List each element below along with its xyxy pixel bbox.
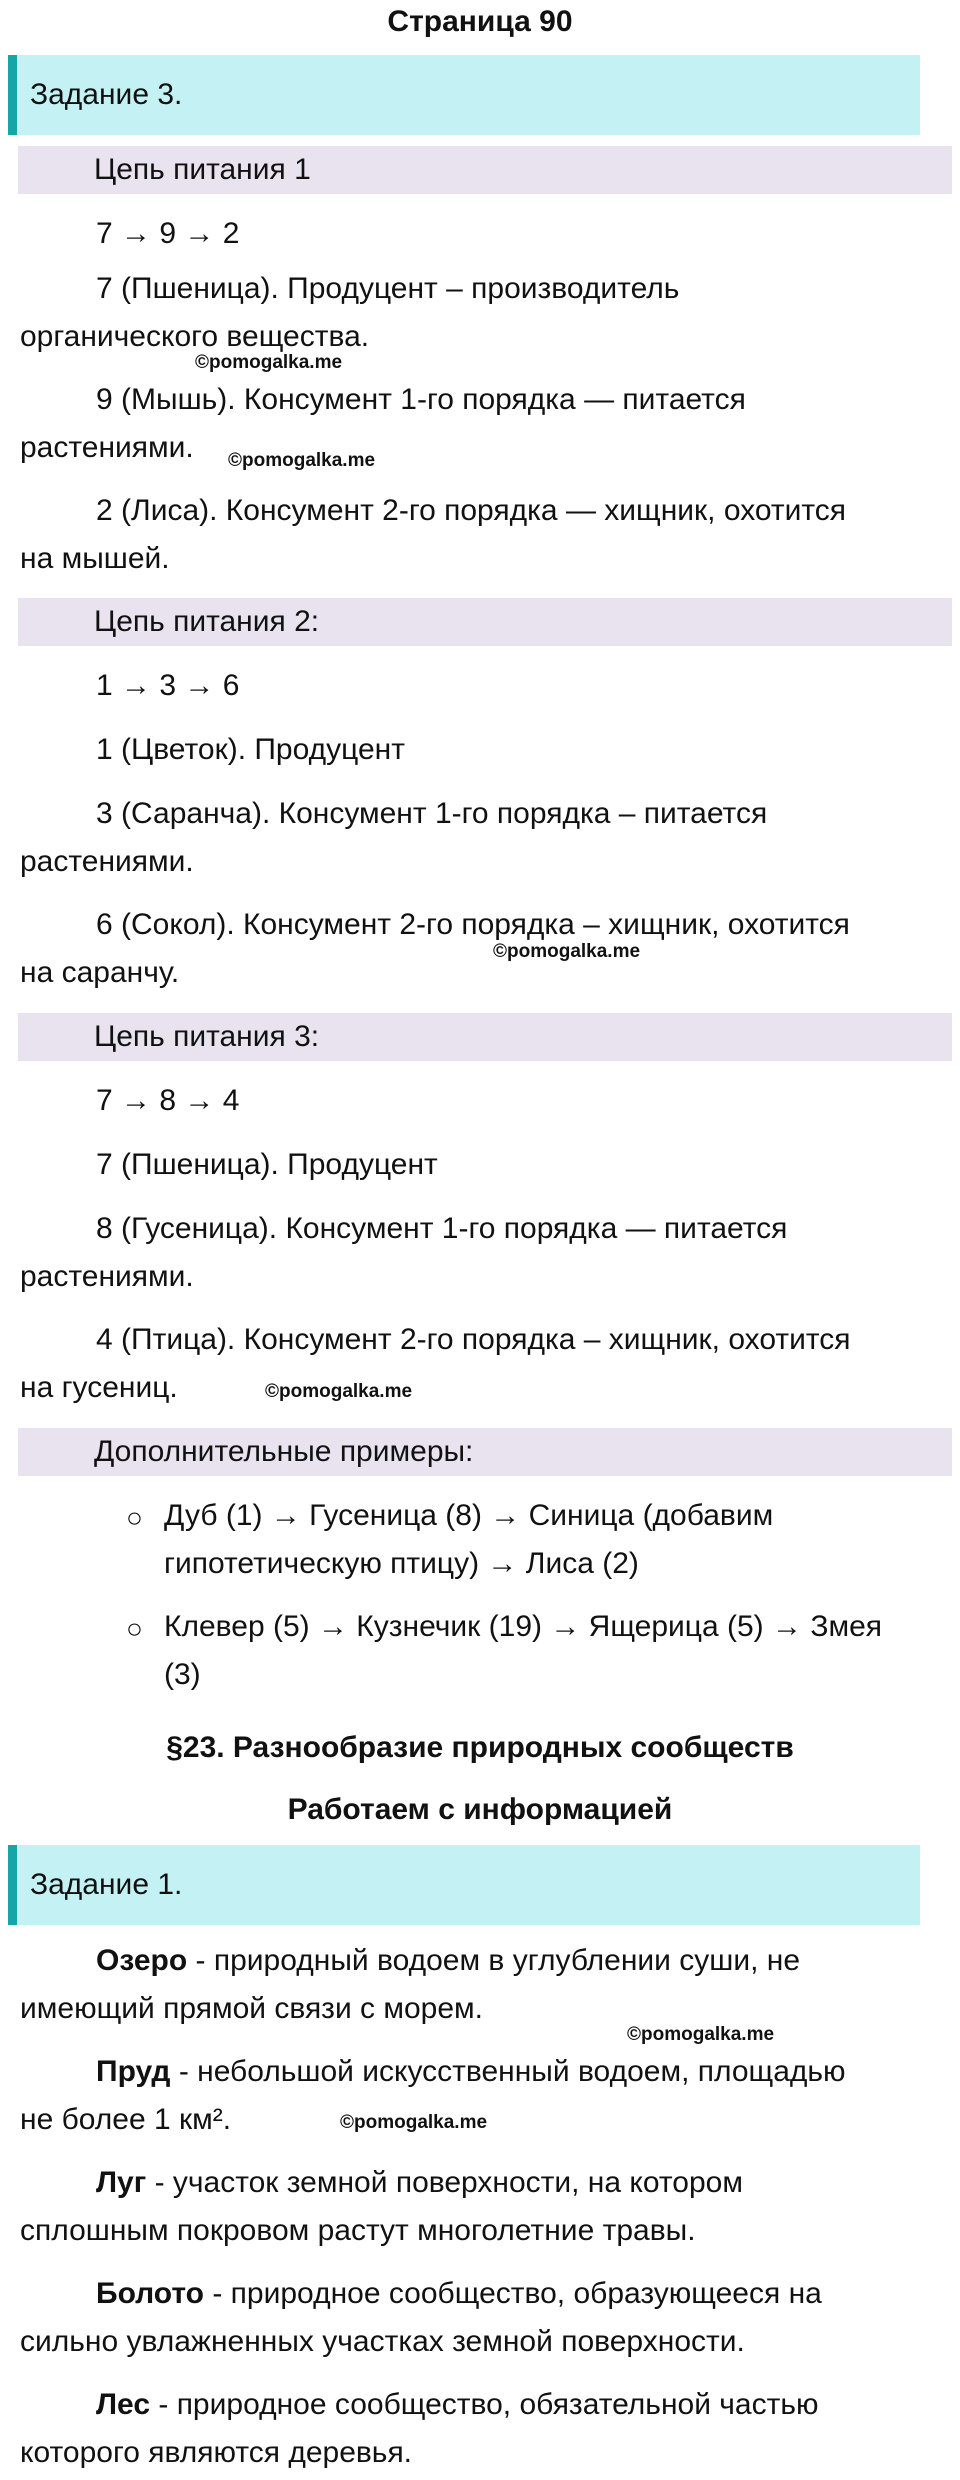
extra-examples-header: Дополнительные примеры: xyxy=(18,1428,952,1476)
chain1-consumer2: 2 (Лиса). Консумент 2-го порядка — хищник, охотится на мышей. xyxy=(20,494,847,575)
definition-pond: Пруд - небольшой искусственный водоем, площадью не более 1 км². xyxy=(20,2055,846,2136)
definition-lake: Озеро - природный водоем в углублении суши, не имеющий прямой связи с морем. xyxy=(20,1944,801,2025)
watermark: ©pomogalka.me xyxy=(340,2112,488,2133)
chain2-sequence: 1 → 3 → 6 xyxy=(96,669,240,702)
list-item: Клевер (5) → Кузнечик (19) → Ящерица (5) → Змея (3) xyxy=(164,1610,883,1691)
definition-forest: Лес - природное сообщество, обязательной частью которого являются деревья. xyxy=(20,2388,819,2469)
chain1-producer: 7 (Пшеница). Продуцент – производитель органического вещества. xyxy=(20,272,680,353)
chain3-consumer1: 8 (Гусеница). Консумент 1-го порядка — питается растениями. xyxy=(20,1212,788,1293)
task1-header: Задание 1. xyxy=(8,1845,920,1925)
chain3-consumer2: 4 (Птица). Консумент 2-го порядка – хищник, охотится на гусениц. xyxy=(20,1323,851,1404)
watermark: ©pomogalka.me xyxy=(228,450,376,471)
chain2-consumer1: 3 (Саранча). Консумент 1-го порядка – питается растениями. xyxy=(20,797,768,878)
definition-meadow: Луг - участок земной поверхности, на котором сплошным покровом растут многолетние травы. xyxy=(20,2166,743,2247)
page-title: Страница 90 xyxy=(387,5,573,38)
chain1-sequence: 7 → 9 → 2 xyxy=(96,217,240,250)
watermark: ©pomogalka.me xyxy=(493,941,641,962)
chain3-producer: 7 (Пшеница). Продуцент xyxy=(96,1148,438,1181)
chain2-producer: 1 (Цветок). Продуцент xyxy=(96,733,405,766)
bullet-icon: ○ xyxy=(126,1613,143,1644)
definition-swamp: Болото - природное сообщество, образующееся на сильно увлажненных участках земной поверхности. xyxy=(20,2277,822,2358)
chain2-consumer2: 6 (Сокол). Консумент 2-го порядка – хищник, охотится на саранчу. xyxy=(20,908,850,989)
section-subheading: Работаем с информацией xyxy=(287,1793,673,1826)
watermark: ©pomogalka.me xyxy=(195,352,343,373)
chain1-header: Цепь питания 1 xyxy=(18,146,952,194)
chain2-header: Цепь питания 2: xyxy=(18,598,952,646)
chain1-consumer1: 9 (Мышь). Консумент 1-го порядка — питается растениями. xyxy=(20,383,746,464)
chain3-sequence: 7 → 8 → 4 xyxy=(96,1084,240,1117)
watermark: ©pomogalka.me xyxy=(627,2024,775,2045)
section-heading: §23. Разнообразие природных сообществ xyxy=(166,1731,794,1764)
bullet-icon: ○ xyxy=(126,1502,143,1533)
watermark: ©pomogalka.me xyxy=(265,1381,413,1402)
task3-header: Задание 3. xyxy=(8,55,920,135)
list-item: Дуб (1) → Гусеница (8) → Синица (добавим гипотетическую птицу) → Лиса (2) xyxy=(164,1499,774,1580)
chain3-header: Цепь питания 3: xyxy=(18,1013,952,1061)
